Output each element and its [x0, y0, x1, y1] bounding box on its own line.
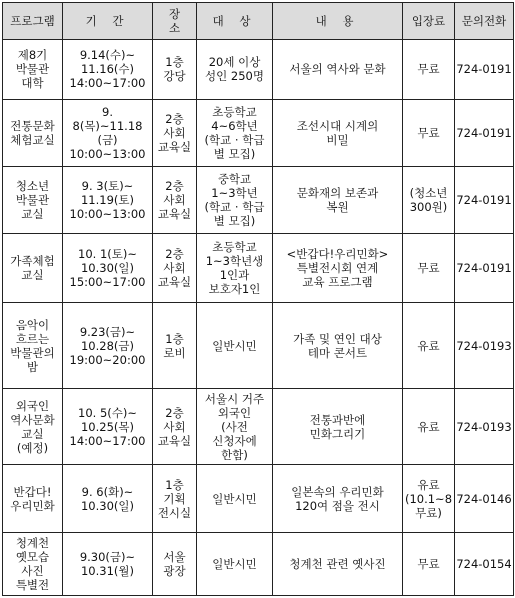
table-row	[3, 533, 514, 596]
cell-content: 가족 및 연인 대상 테마 콘서트	[273, 303, 403, 389]
cell-target: 서울시 거주 외국인 (사전 신청자에 한함)	[197, 389, 273, 465]
cell-fee: 무료	[403, 533, 455, 596]
header-contact: 문의전화	[455, 3, 514, 40]
cell-program: 청소년 박물관 교실	[3, 166, 63, 233]
table-row	[3, 303, 514, 389]
cell-fee: 유료 (10.1~8 무료)	[403, 464, 455, 532]
cell-place: 2층 사회 교육실	[153, 99, 197, 166]
table-row	[3, 166, 514, 233]
cell-target: 초등학교 4~6학년 (학교 · 학급 별 모집)	[197, 99, 273, 166]
cell-content: 전통과반에 민화그리기	[273, 389, 403, 465]
cell-content: <반갑다!우리민화> 특별전시회 연계 교육 프로그램	[273, 233, 403, 302]
cell-period: 9.23(금)~ 10.28(금) 19:00~20:00	[63, 303, 153, 389]
cell-program: 외국인 역사문화 교실 (예정)	[3, 389, 63, 465]
cell-content: 청계천 관련 옛사진	[273, 533, 403, 596]
header-content: 내 용	[273, 3, 403, 40]
cell-program: 제8기 박물관 대학	[3, 40, 63, 100]
cell-target: 초등학교 1~3학년생 1인과 보호자1인	[197, 233, 273, 302]
cell-period: 9. 8(목)~11.18 (금) 10:00~13:00	[63, 99, 153, 166]
cell-place: 1층 기획 전시실	[153, 464, 197, 532]
table-row	[3, 389, 514, 465]
cell-fee: 유료	[403, 389, 455, 465]
cell-program: 전통문화 체험교실	[3, 99, 63, 166]
cell-period: 10. 1(토)~ 10.30(일) 15:00~17:00	[63, 233, 153, 302]
cell-content: 문화재의 보존과 복원	[273, 166, 403, 233]
cell-program: 음악이 흐르는 박물관의 밤	[3, 303, 63, 389]
cell-fee: 유료	[403, 303, 455, 389]
cell-target: 중학교 1~3학년 (학교 · 학급 별 모집)	[197, 166, 273, 233]
cell-contact: 724-0191	[455, 99, 514, 166]
cell-contact: 724-0191	[455, 40, 514, 100]
cell-target: 일반시민	[197, 303, 273, 389]
cell-contact: 724-0154	[455, 533, 514, 596]
cell-target: 일반시민	[197, 464, 273, 532]
header-row	[3, 3, 514, 40]
cell-fee: (청소년 300원)	[403, 166, 455, 233]
cell-place: 서울 광장	[153, 533, 197, 596]
cell-target: 일반시민	[197, 533, 273, 596]
cell-program: 청계천 옛모습 사진 특별전	[3, 533, 63, 596]
cell-period: 9.14(수)~ 11.16(수) 14:00~17:00	[63, 40, 153, 100]
cell-fee: 무료	[403, 40, 455, 100]
cell-program: 가족체험 교실	[3, 233, 63, 302]
cell-place: 1층 강당	[153, 40, 197, 100]
table-row	[3, 99, 514, 166]
header-fee: 입장료	[403, 3, 455, 40]
cell-period: 10. 5(수)~ 10.25(목) 14:00~17:00	[63, 389, 153, 465]
cell-contact: 724-0191	[455, 166, 514, 233]
table-row	[3, 233, 514, 302]
cell-program: 반갑다! 우리민화	[3, 464, 63, 532]
cell-place: 1층 로비	[153, 303, 197, 389]
cell-place: 2층 사회 교육실	[153, 389, 197, 465]
cell-place: 2층 사회 교육실	[153, 166, 197, 233]
cell-period: 9. 3(토)~ 11.19(토) 10:00~13:00	[63, 166, 153, 233]
cell-period: 9.30(금)~ 10.31(월)	[63, 533, 153, 596]
cell-target: 20세 이상 성인 250명	[197, 40, 273, 100]
header-period: 기 간	[63, 3, 153, 40]
table-row	[3, 464, 514, 532]
cell-fee: 무료	[403, 233, 455, 302]
cell-contact: 724-0191	[455, 233, 514, 302]
cell-contact: 724-0193	[455, 389, 514, 465]
cell-content: 서울의 역사와 문화	[273, 40, 403, 100]
cell-fee: 무료	[403, 99, 455, 166]
header-place: 장 소	[153, 3, 197, 40]
table-row	[3, 40, 514, 100]
cell-content: 조선시대 시계의 비밀	[273, 99, 403, 166]
cell-content: 일본속의 우리민화 120여 점을 전시	[273, 464, 403, 532]
cell-place: 2층 사회 교육실	[153, 233, 197, 302]
cell-contact: 724-0193	[455, 303, 514, 389]
cell-period: 9. 6(화)~ 10.30(일)	[63, 464, 153, 532]
header-program: 프로그램	[3, 3, 63, 40]
program-schedule-table	[2, 2, 514, 596]
header-target: 대 상	[197, 3, 273, 40]
cell-contact: 724-0146	[455, 464, 514, 532]
